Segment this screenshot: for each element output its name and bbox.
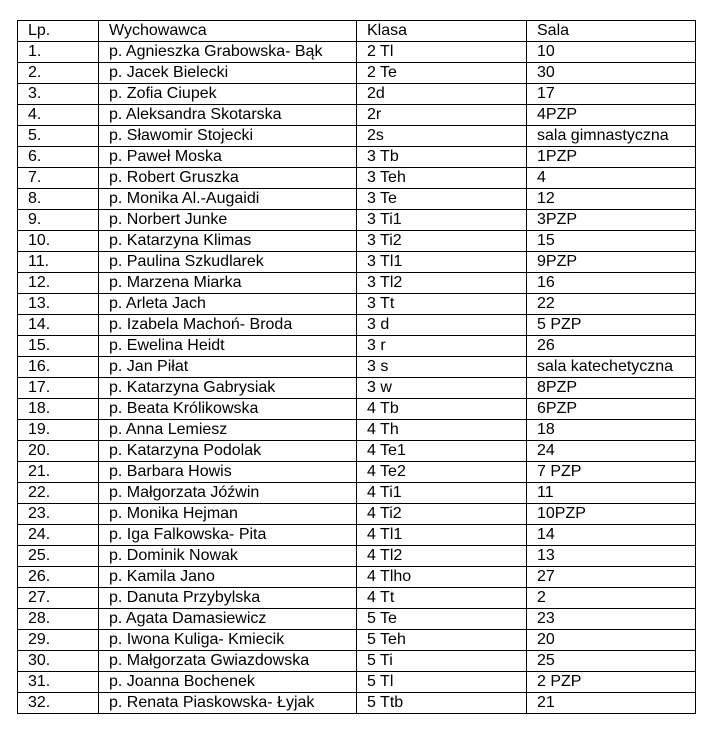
cell-teacher: p. Małgorzata Gwiazdowska	[99, 651, 357, 672]
cell-lp: 10.	[18, 231, 99, 252]
cell-class: 2 Te	[357, 63, 527, 84]
table-row	[18, 567, 696, 588]
cell-room: 20	[527, 630, 696, 651]
cell-teacher: p. Monika Al.-Augaidi	[99, 189, 357, 210]
cell-room: 1PZP	[527, 147, 696, 168]
cell-class: 3 d	[357, 315, 527, 336]
table-row	[18, 147, 696, 168]
cell-class: 5 Teh	[357, 630, 527, 651]
cell-lp: 1.	[18, 42, 99, 63]
table-row	[18, 651, 696, 672]
cell-room: 11	[527, 483, 696, 504]
cell-room: 15	[527, 231, 696, 252]
cell-lp: 29.	[18, 630, 99, 651]
cell-room: 7 PZP	[527, 462, 696, 483]
table-row	[18, 273, 696, 294]
cell-teacher: p. Katarzyna Klimas	[99, 231, 357, 252]
cell-class: 3 s	[357, 357, 527, 378]
cell-teacher: p. Iwona Kuliga- Kmiecik	[99, 630, 357, 651]
cell-teacher: p. Jan Piłat	[99, 357, 357, 378]
cell-lp: 23.	[18, 504, 99, 525]
cell-room: 21	[527, 693, 696, 714]
cell-lp: 13.	[18, 294, 99, 315]
cell-class: 5 Tl	[357, 672, 527, 693]
cell-teacher: p. Arleta Jach	[99, 294, 357, 315]
cell-lp: 17.	[18, 378, 99, 399]
table-row	[18, 483, 696, 504]
cell-class: 2d	[357, 84, 527, 105]
cell-class: 4 Th	[357, 420, 527, 441]
cell-class: 3 r	[357, 336, 527, 357]
cell-room: 12	[527, 189, 696, 210]
cell-room: 5 PZP	[527, 315, 696, 336]
cell-room: 25	[527, 651, 696, 672]
table-row	[18, 210, 696, 231]
table-row	[18, 399, 696, 420]
cell-lp: 22.	[18, 483, 99, 504]
table-row	[18, 126, 696, 147]
cell-class: 5 Ti	[357, 651, 527, 672]
cell-room: 4	[527, 168, 696, 189]
cell-room: 24	[527, 441, 696, 462]
cell-teacher: p. Norbert Junke	[99, 210, 357, 231]
cell-class: 4 Te2	[357, 462, 527, 483]
cell-class: 3 Ti2	[357, 231, 527, 252]
cell-teacher: p. Sławomir Stojecki	[99, 126, 357, 147]
cell-lp: 21.	[18, 462, 99, 483]
cell-room: 22	[527, 294, 696, 315]
cell-lp: 31.	[18, 672, 99, 693]
table-row	[18, 336, 696, 357]
cell-room: 2 PZP	[527, 672, 696, 693]
table-row	[18, 378, 696, 399]
cell-room: sala katechetyczna	[527, 357, 696, 378]
cell-lp: 25.	[18, 546, 99, 567]
cell-room: 13	[527, 546, 696, 567]
table-row	[18, 231, 696, 252]
cell-room: sala gimnastyczna	[527, 126, 696, 147]
table-row	[18, 672, 696, 693]
cell-teacher: p. Beata Królikowska	[99, 399, 357, 420]
table-row	[18, 168, 696, 189]
header-class: Klasa	[357, 21, 527, 42]
cell-lp: 32.	[18, 693, 99, 714]
cell-teacher: p. Agata Damasiewicz	[99, 609, 357, 630]
header-room: Sala	[527, 21, 696, 42]
cell-teacher: p. Barbara Howis	[99, 462, 357, 483]
cell-room: 17	[527, 84, 696, 105]
cell-lp: 30.	[18, 651, 99, 672]
cell-teacher: p. Paulina Szkudlarek	[99, 252, 357, 273]
cell-room: 14	[527, 525, 696, 546]
table-row	[18, 441, 696, 462]
cell-lp: 20.	[18, 441, 99, 462]
cell-teacher: p. Katarzyna Podolak	[99, 441, 357, 462]
cell-lp: 26.	[18, 567, 99, 588]
cell-class: 3 Tl2	[357, 273, 527, 294]
cell-lp: 8.	[18, 189, 99, 210]
cell-lp: 19.	[18, 420, 99, 441]
cell-teacher: p. Dominik Nowak	[99, 546, 357, 567]
cell-lp: 12.	[18, 273, 99, 294]
cell-teacher: p. Monika Hejman	[99, 504, 357, 525]
cell-room: 16	[527, 273, 696, 294]
cell-lp: 6.	[18, 147, 99, 168]
table-row	[18, 420, 696, 441]
cell-lp: 11.	[18, 252, 99, 273]
cell-room: 26	[527, 336, 696, 357]
cell-lp: 9.	[18, 210, 99, 231]
cell-lp: 3.	[18, 84, 99, 105]
cell-room: 9PZP	[527, 252, 696, 273]
cell-lp: 27.	[18, 588, 99, 609]
cell-teacher: p. Danuta Przybylska	[99, 588, 357, 609]
cell-teacher: p. Agnieszka Grabowska- Bąk	[99, 42, 357, 63]
cell-class: 2s	[357, 126, 527, 147]
cell-teacher: p. Katarzyna Gabrysiak	[99, 378, 357, 399]
cell-class: 3 w	[357, 378, 527, 399]
cell-class: 4 Ti1	[357, 483, 527, 504]
cell-teacher: p. Joanna Bochenek	[99, 672, 357, 693]
cell-class: 4 Te1	[357, 441, 527, 462]
table-row	[18, 588, 696, 609]
cell-teacher: p. Paweł Moska	[99, 147, 357, 168]
cell-class: 5 Te	[357, 609, 527, 630]
cell-teacher: p. Marzena Miarka	[99, 273, 357, 294]
cell-teacher: p. Aleksandra Skotarska	[99, 105, 357, 126]
cell-room: 30	[527, 63, 696, 84]
cell-lp: 5.	[18, 126, 99, 147]
cell-lp: 4.	[18, 105, 99, 126]
class-teachers-table	[17, 20, 696, 714]
cell-room: 4PZP	[527, 105, 696, 126]
cell-class: 4 Tl2	[357, 546, 527, 567]
cell-class: 2r	[357, 105, 527, 126]
cell-room: 2	[527, 588, 696, 609]
cell-class: 3 Tb	[357, 147, 527, 168]
table-row	[18, 189, 696, 210]
table-row	[18, 105, 696, 126]
cell-class: 4 Tlho	[357, 567, 527, 588]
cell-class: 4 Tt	[357, 588, 527, 609]
table-row	[18, 609, 696, 630]
table-row	[18, 252, 696, 273]
table-row	[18, 84, 696, 105]
cell-teacher: p. Małgorzata Jóźwin	[99, 483, 357, 504]
table-row	[18, 42, 696, 63]
cell-teacher: p. Robert Gruszka	[99, 168, 357, 189]
cell-room: 18	[527, 420, 696, 441]
table-row	[18, 63, 696, 84]
cell-class: 3 Tt	[357, 294, 527, 315]
table-row	[18, 315, 696, 336]
table-row	[18, 294, 696, 315]
cell-lp: 16.	[18, 357, 99, 378]
cell-teacher: p. Zofia Ciupek	[99, 84, 357, 105]
cell-teacher: p. Anna Lemiesz	[99, 420, 357, 441]
cell-class: 2 Tl	[357, 42, 527, 63]
table-row	[18, 546, 696, 567]
header-teacher: Wychowawca	[99, 21, 357, 42]
cell-class: 3 Te	[357, 189, 527, 210]
cell-lp: 15.	[18, 336, 99, 357]
cell-lp: 7.	[18, 168, 99, 189]
cell-teacher: p. Renata Piaskowska- Łyjak	[99, 693, 357, 714]
cell-lp: 28.	[18, 609, 99, 630]
cell-class: 4 Tb	[357, 399, 527, 420]
table-row	[18, 504, 696, 525]
cell-room: 10	[527, 42, 696, 63]
cell-class: 3 Teh	[357, 168, 527, 189]
cell-room: 3PZP	[527, 210, 696, 231]
table-body	[18, 42, 696, 714]
table-row	[18, 357, 696, 378]
cell-lp: 14.	[18, 315, 99, 336]
cell-class: 3 Ti1	[357, 210, 527, 231]
table-row	[18, 525, 696, 546]
cell-room: 23	[527, 609, 696, 630]
header-lp: Lp.	[18, 21, 99, 42]
cell-lp: 2.	[18, 63, 99, 84]
cell-class: 3 Tl1	[357, 252, 527, 273]
cell-class: 5 Ttb	[357, 693, 527, 714]
table-row	[18, 462, 696, 483]
cell-teacher: p. Iga Falkowska- Pita	[99, 525, 357, 546]
cell-room: 10PZP	[527, 504, 696, 525]
cell-room: 27	[527, 567, 696, 588]
table-row	[18, 630, 696, 651]
cell-class: 4 Ti2	[357, 504, 527, 525]
table-row	[18, 693, 696, 714]
cell-teacher: p. Kamila Jano	[99, 567, 357, 588]
cell-lp: 24.	[18, 525, 99, 546]
cell-class: 4 Tl1	[357, 525, 527, 546]
cell-room: 8PZP	[527, 378, 696, 399]
cell-teacher: p. Jacek Bielecki	[99, 63, 357, 84]
cell-teacher: p. Ewelina Heidt	[99, 336, 357, 357]
cell-lp: 18.	[18, 399, 99, 420]
cell-teacher: p. Izabela Machoń- Broda	[99, 315, 357, 336]
cell-room: 6PZP	[527, 399, 696, 420]
table-header-row	[18, 21, 696, 42]
